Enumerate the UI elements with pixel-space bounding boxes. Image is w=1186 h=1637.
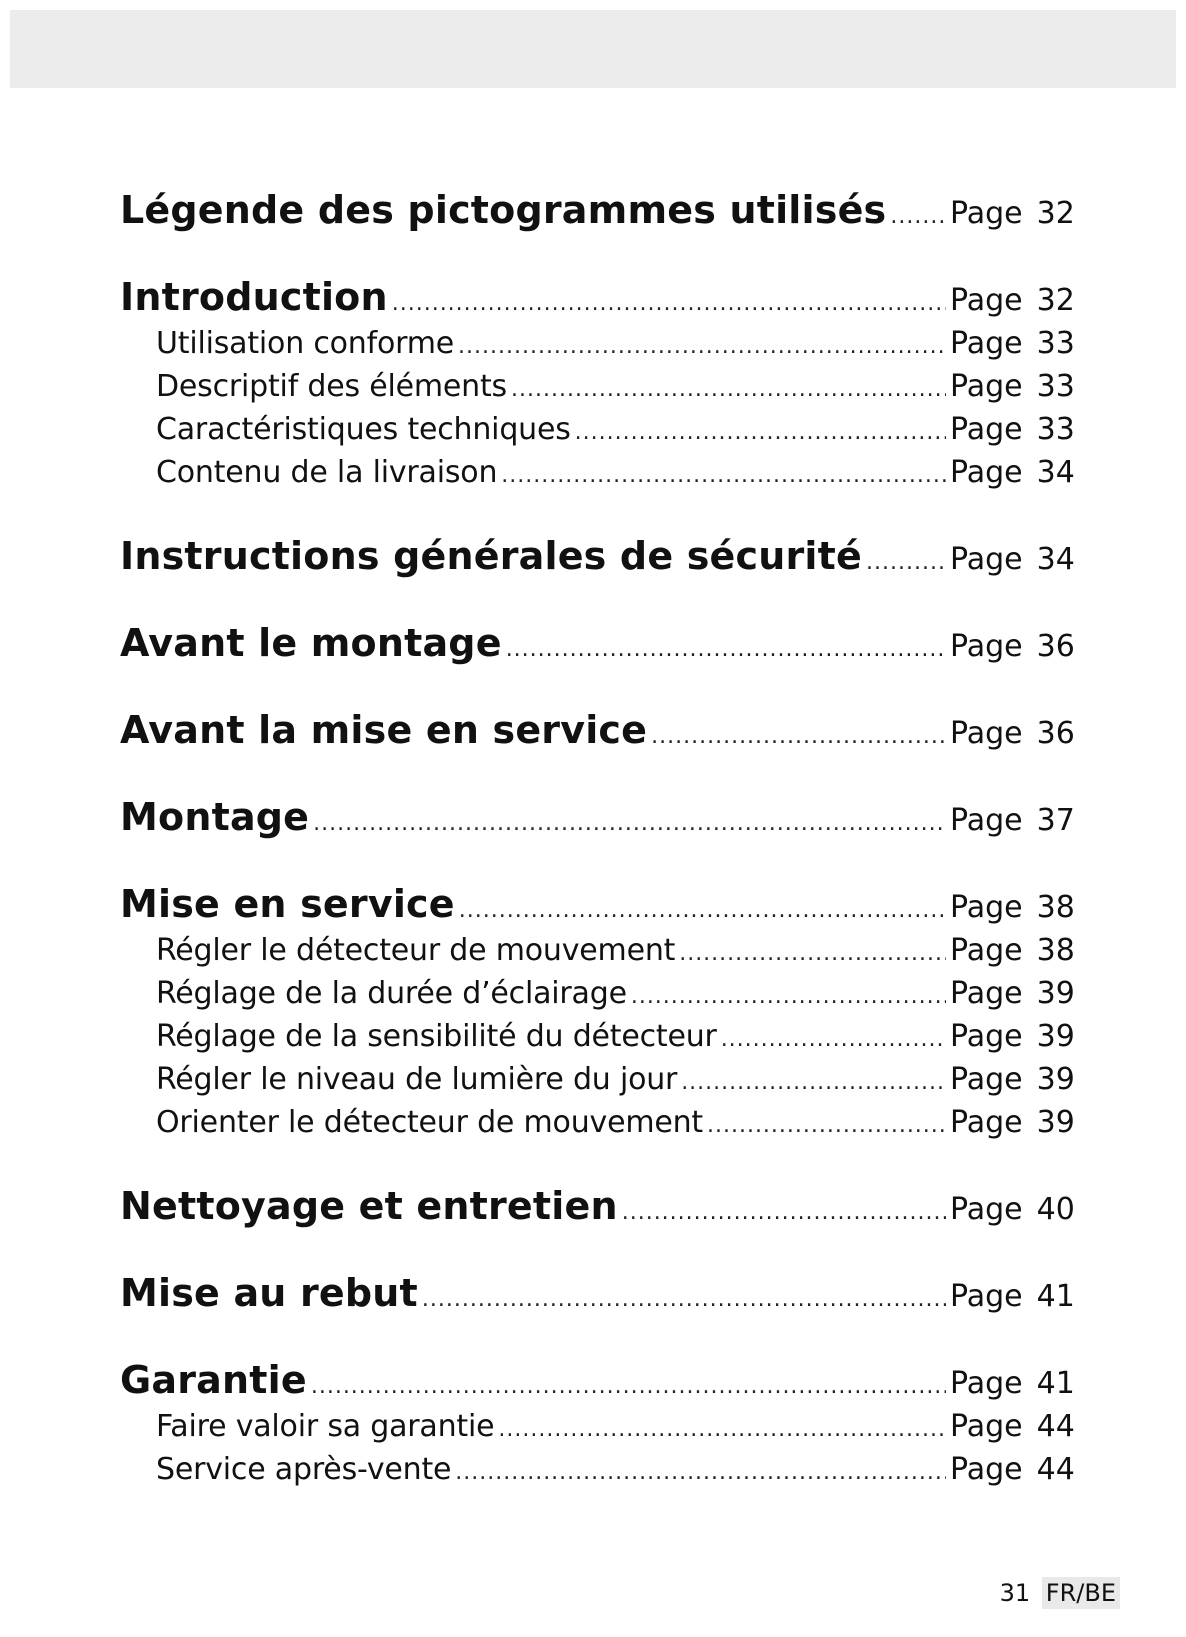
page-number: 39 [1036, 1105, 1075, 1140]
page-number: 33 [1036, 326, 1075, 361]
page-number: 44 [1036, 1452, 1075, 1487]
toc-entry-page [950, 1405, 1075, 1448]
toc-entry-title: Avant le montage [120, 621, 502, 665]
toc-entry-title: Descriptif des éléments [156, 369, 507, 404]
page-number: 34 [1036, 542, 1075, 577]
dot-leader [511, 379, 946, 401]
dot-leader [575, 422, 946, 444]
toc-entry-title: Garantie [120, 1358, 307, 1402]
dot-leader [455, 1462, 946, 1484]
dot-leader [392, 293, 946, 315]
toc-entry-title: Régler le détecteur de mouvement [156, 933, 676, 968]
toc-entry-page [950, 1101, 1075, 1144]
toc-entry-19[interactable] [120, 1405, 1075, 1448]
page-number: 32 [1036, 283, 1075, 318]
toc-entry-title: Utilisation conforme [156, 326, 455, 361]
page-number: 44 [1036, 1409, 1075, 1444]
toc-entry-12[interactable] [120, 972, 1075, 1015]
page-label: Page [950, 326, 1023, 361]
page-number: 34 [1036, 455, 1075, 490]
toc-entry-page [950, 279, 1075, 322]
page-label: Page [950, 890, 1023, 925]
page-number: 37 [1036, 803, 1075, 838]
dot-leader [707, 1115, 946, 1137]
toc-entry-title: Légende des pictogrammes utilisés [120, 188, 887, 232]
page-label: Page [950, 196, 1023, 231]
toc-entry-page [950, 365, 1075, 408]
page-number: 36 [1036, 629, 1075, 664]
toc-entry-page [950, 625, 1075, 668]
page-number: 39 [1036, 976, 1075, 1011]
toc-entry-18[interactable] [120, 1355, 1075, 1405]
toc-entry-title: Montage [120, 795, 310, 839]
dot-leader [721, 1029, 946, 1051]
toc-entry-2[interactable] [120, 322, 1075, 365]
page-number: 36 [1036, 716, 1075, 751]
toc-entry-13[interactable] [120, 1015, 1075, 1058]
footer-language-code: FR/BE [1042, 1577, 1120, 1609]
toc-entry-10[interactable] [120, 879, 1075, 929]
page-number: 33 [1036, 369, 1075, 404]
table-of-contents [120, 185, 1075, 1491]
toc-entry-11[interactable] [120, 929, 1075, 972]
toc-entry-page [950, 972, 1075, 1015]
page-label: Page [950, 1062, 1023, 1097]
toc-entry-page [950, 886, 1075, 929]
toc-entry-0[interactable] [120, 185, 1075, 235]
page-number: 39 [1036, 1019, 1075, 1054]
page-label: Page [950, 803, 1023, 838]
dot-leader [506, 639, 946, 661]
toc-entry-page [950, 192, 1075, 235]
toc-entry-title: Réglage de la sensibilité du détecteur [156, 1019, 717, 1054]
toc-entry-page [950, 929, 1075, 972]
dot-leader [459, 900, 946, 922]
dot-leader [311, 1376, 946, 1398]
dot-leader [679, 943, 946, 965]
page-label: Page [950, 412, 1023, 447]
toc-entry-title: Faire valoir sa garantie [156, 1409, 495, 1444]
toc-entry-17[interactable] [120, 1268, 1075, 1318]
toc-entry-7[interactable] [120, 618, 1075, 668]
toc-entry-page [950, 1448, 1075, 1491]
dot-leader [498, 1419, 946, 1441]
page-label: Page [950, 1192, 1023, 1227]
page-label: Page [950, 369, 1023, 404]
toc-entry-15[interactable] [120, 1101, 1075, 1144]
toc-entry-page [950, 1015, 1075, 1058]
toc-entry-9[interactable] [120, 792, 1075, 842]
page-label: Page [950, 1409, 1023, 1444]
toc-entry-page [950, 322, 1075, 365]
toc-entry-title: Avant la mise en service [120, 708, 648, 752]
toc-entry-16[interactable] [120, 1181, 1075, 1231]
dot-leader [890, 206, 946, 228]
page-number: 33 [1036, 412, 1075, 447]
toc-entry-page [950, 538, 1075, 581]
page-label: Page [950, 1452, 1023, 1487]
page-number: 38 [1036, 933, 1075, 968]
toc-entry-page [950, 1058, 1075, 1101]
toc-entry-6[interactable] [120, 531, 1075, 581]
toc-entry-1[interactable] [120, 272, 1075, 322]
dot-leader [866, 552, 946, 574]
page-footer [1000, 1579, 1120, 1607]
toc-entry-title: Introduction [120, 275, 388, 319]
toc-entry-title: Instructions générales de sécurité [120, 534, 862, 578]
page-label: Page [950, 1105, 1023, 1140]
header-band [10, 10, 1176, 88]
dot-leader [631, 986, 946, 1008]
dot-leader [651, 726, 946, 748]
dot-leader [313, 813, 946, 835]
page-number: 41 [1036, 1366, 1075, 1401]
toc-entry-20[interactable] [120, 1448, 1075, 1491]
page-number: 39 [1036, 1062, 1075, 1097]
page-label: Page [950, 1279, 1023, 1314]
toc-entry-title: Nettoyage et entretien [120, 1184, 618, 1228]
page-number: 32 [1036, 196, 1075, 231]
toc-entry-page [950, 408, 1075, 451]
dot-leader [622, 1202, 946, 1224]
toc-entry-5[interactable] [120, 451, 1075, 494]
toc-entry-page [950, 1362, 1075, 1405]
page-label: Page [950, 455, 1023, 490]
page-label: Page [950, 542, 1023, 577]
toc-entry-page [950, 1188, 1075, 1231]
page-label: Page [950, 1366, 1023, 1401]
page-label: Page [950, 933, 1023, 968]
toc-entry-title: Régler le niveau de lumière du jour [156, 1062, 678, 1097]
dot-leader [501, 465, 946, 487]
toc-entry-title: Service après-vente [156, 1452, 452, 1487]
page-number: 40 [1036, 1192, 1075, 1227]
toc-entry-page [950, 451, 1075, 494]
page-label: Page [950, 283, 1023, 318]
toc-entry-4[interactable] [120, 408, 1075, 451]
footer-page-number: 31 [999, 1579, 1031, 1607]
page-label: Page [950, 976, 1023, 1011]
toc-entry-8[interactable] [120, 705, 1075, 755]
dot-leader [681, 1072, 946, 1094]
page-number: 38 [1036, 890, 1075, 925]
toc-entry-3[interactable] [120, 365, 1075, 408]
toc-entry-14[interactable] [120, 1058, 1075, 1101]
toc-entry-title: Contenu de la livraison [156, 455, 498, 490]
page-number: 41 [1036, 1279, 1075, 1314]
toc-entry-page [950, 799, 1075, 842]
toc-entry-title: Mise en service [120, 882, 455, 926]
toc-entry-title: Mise au rebut [120, 1271, 418, 1315]
toc-entry-page [950, 1275, 1075, 1318]
toc-entry-page [950, 712, 1075, 755]
toc-entry-title: Caractéristiques techniques [156, 412, 571, 447]
page-label: Page [950, 1019, 1023, 1054]
toc-entry-title: Réglage de la durée d’éclairage [156, 976, 627, 1011]
dot-leader [422, 1289, 946, 1311]
page-label: Page [950, 716, 1023, 751]
toc-entry-title: Orienter le détecteur de mouvement [156, 1105, 703, 1140]
dot-leader [458, 336, 946, 358]
page-label: Page [950, 629, 1023, 664]
